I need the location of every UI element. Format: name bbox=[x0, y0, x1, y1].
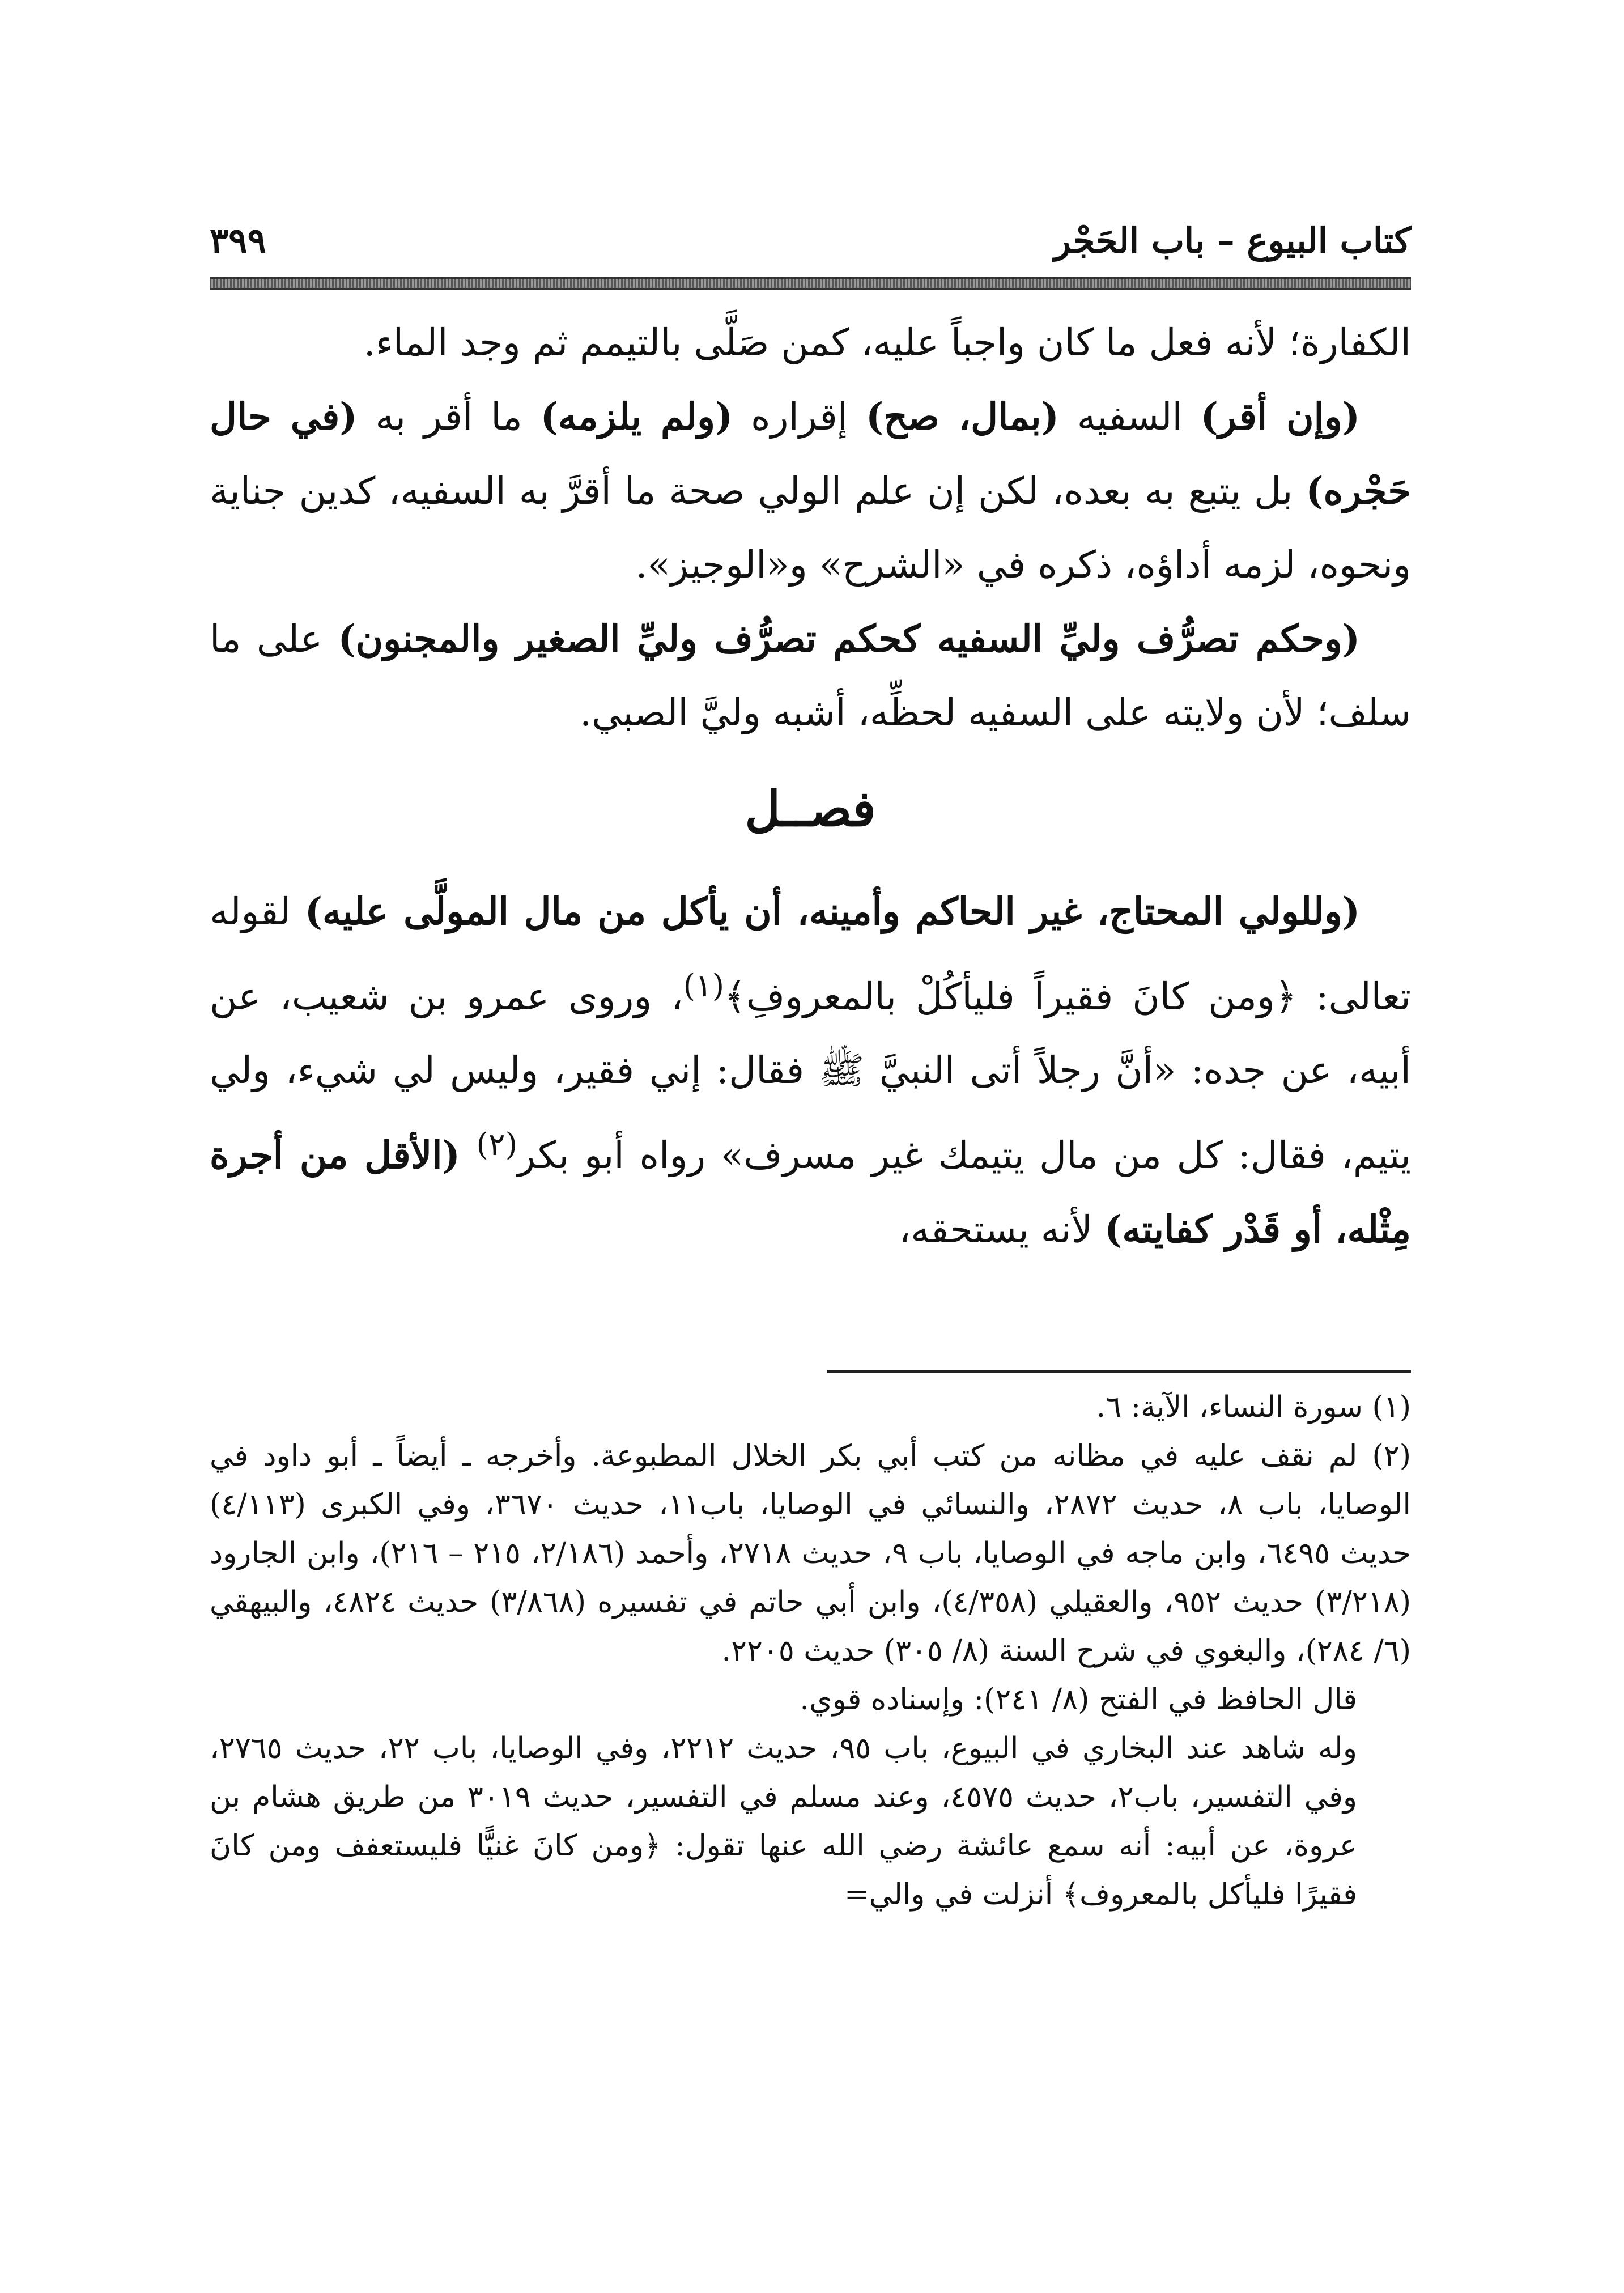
page-number: ٣٩٩ bbox=[210, 220, 266, 261]
footnote-2-witness: وله شاهد عند البخاري في البيوع، باب ٩٥، حديث ٢٢١٢، وفي الوصايا، باب ٢٢، حديث ٢٧٦٥، وفي التفسير، باب٢، حديث ٤٥٧٥، وعند مسلم في التفسير، حديث ٣٠١٩ من طريق هشام بن عروة، عن أبيه: أنه سمع عائشة رضي الله عنها تقول: ﴿ومن كانَ غنيًّا فليستعفف ومن كانَ فقيرًا فليأكل بالمعروف﴾ أنزلت في والي= bbox=[210, 1731, 1357, 1912]
commentary-text: على ما سلف؛ لأن ولايته على السفيه لحظِّه، أشبه وليَّ الصبي. bbox=[210, 617, 1411, 734]
commentary-text: ما أقر به bbox=[357, 395, 541, 439]
commentary-text: لقوله تعالى: ﴿ومن كانَ فقيراً فليأكُلْ بالمعروفِ﴾ bbox=[210, 890, 1412, 1018]
footnote-ref: (٢) bbox=[476, 1126, 518, 1162]
commentary-text: إقراره bbox=[733, 395, 866, 439]
matn-phrase: (وحكم تصرُّف وليِّ السفيه كحكم تصرُّف وليِّ الصغير والمجنون) bbox=[338, 617, 1360, 661]
paragraph-2 bbox=[210, 380, 1411, 602]
commentary-text: ، وروى عمرو بن شعيب، عن أبيه، عن جده: «أنَّ رجلاً أتى النبيَّ ﷺ فقال: إني فقير، وليس لي شيء، ولي يتيم، فقال: كل من مال يتيمك غير مسرف» رواه أبو بكر bbox=[210, 975, 1411, 1177]
commentary-text: بل يتبع به بعده، لكن إن علم الولي صحة ما أقرَّ به السفيه، كدين جناية ونحوه، لزمه أداؤه، ذكره في «الشرح» و«الوجيز». bbox=[210, 469, 1411, 587]
footnotes bbox=[210, 1383, 1411, 1919]
paragraph-4 bbox=[210, 874, 1411, 1267]
paragraph-3 bbox=[210, 602, 1411, 750]
footnote-ref: (١) bbox=[683, 967, 725, 1004]
matn-phrase: (في حال حَجْره) bbox=[210, 394, 1411, 513]
section-heading: فصــل bbox=[745, 780, 876, 838]
footnote-2-grading: قال الحافظ في الفتح (٨/ ٢٤١): وإسناده قوي. bbox=[800, 1683, 1357, 1717]
page-header bbox=[210, 215, 1411, 266]
footnote-divider bbox=[827, 1370, 1411, 1373]
matn-phrase: (وللولي المحتاج، غير الحاكم وأمينه، أن يأكل من مال المولَّى عليه) bbox=[304, 889, 1360, 933]
header-divider bbox=[210, 277, 1411, 290]
main-text bbox=[210, 306, 1411, 1267]
matn-phrase: (وإن أقر) bbox=[1200, 394, 1360, 439]
running-title: كتاب البيوع – باب الحَجْر bbox=[1053, 220, 1411, 261]
commentary-text: السفيه bbox=[1058, 395, 1201, 439]
matn-phrase: (بمال، صح) bbox=[866, 394, 1059, 439]
matn-phrase: (ولم يلزمه) bbox=[540, 394, 733, 439]
footnote-1: (١) سورة النساء، الآية: ٦. bbox=[1096, 1390, 1411, 1424]
footnote-2: (٢) لم نقف عليه في مظانه من كتب أبي بكر الخلال المطبوعة. وأخرجه ـ أيضاً ـ أبو داود في الوصايا، باب ٨، حديث ٢٨٧٢، والنسائي في الوصايا، باب١١، حديث ٣٦٧٠، وفي الكبرى (٤/١١٣) حديث ٦٤٩٥، وابن ماجه في الوصايا، باب ٩، حديث ٢٧١٨، وأحمد (٢/١٨٦، ٢١٥ – ٢١٦)، وابن الجارود (٣/٢١٨) حديث ٩٥٢، والعقيلي (٤/٣٥٨)، وابن أبي حاتم في تفسيره (٣/٨٦٨) حديث ٤٨٢٤، والبيهقي (٦/ ٢٨٤)، والبغوي في شرح السنة (٨/ ٣٠٥) حديث ٢٢٠٥. bbox=[210, 1439, 1412, 1668]
commentary-text: لأنه يستحقه، bbox=[898, 1208, 1105, 1251]
matn-phrase: (الأقل من أجرة مِثْله، أو قَدْر كفايته) bbox=[210, 1133, 1411, 1251]
paragraph-1: الكفارة؛ لأنه فعل ما كان واجباً عليه، كمن صَلَّى بالتيمم ثم وجد الماء. bbox=[363, 321, 1411, 364]
